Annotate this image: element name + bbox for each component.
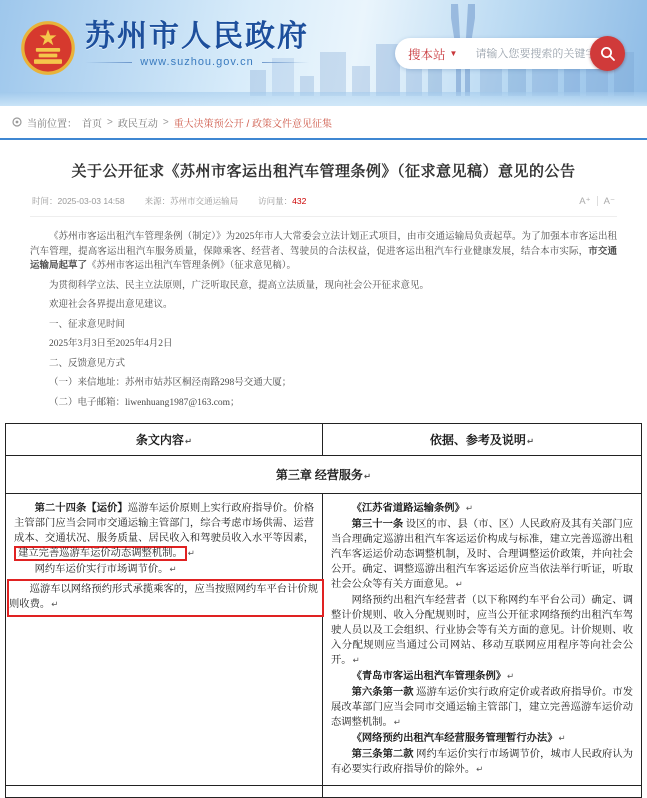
- breadcrumb-separator: >: [162, 116, 169, 128]
- provision-text: 巡游车运价原则上实行政府指导价。价格主管部门应当会同市交通运输主管部门，综合考虑市场供需、运营成本、交通状况、服务质量、居民收入和驾驶员收入水平等因素，: [14, 503, 315, 544]
- paragraph: 一、征求意见时间: [49, 319, 126, 330]
- reference-text: 网络预约出租汽车经营者（以下称网约车平台公司）确定、调整计价规则、收入分配规则时，应当公开征求网络预约出租汽车驾驶人员以及工会组织、行业协会等有关方面的意见。计价规则、收入分配规则应当通过公司网站、移动互联网应用程序等向社会公开。: [331, 595, 633, 666]
- location-icon: [12, 117, 22, 127]
- breadcrumb-home[interactable]: 首页: [82, 118, 102, 130]
- reference-title-text: 《江苏省道路运输条例》: [351, 503, 465, 514]
- return-mark: ↵: [393, 718, 401, 728]
- reference-title: [331, 501, 633, 517]
- breadcrumb: [0, 106, 647, 138]
- search-scope-label: 搜本站: [408, 47, 446, 62]
- reference-text: 巡游车运价实行政府定价或者政府指导价。市发展改革部门应当会同市交通运输主管部门，建立完善巡游车运价动态调整机制。: [331, 687, 634, 728]
- article: [0, 160, 647, 410]
- header-text: 条文内容: [135, 433, 184, 447]
- reference-paragraph: [331, 747, 633, 778]
- reference-lead: 第三条第二款: [351, 749, 414, 760]
- views-label: 访问量：: [258, 196, 293, 206]
- site-banner: [0, 0, 647, 106]
- breadcrumb-current[interactable]: 重大决策预公开 / 政策文件意见征集: [173, 118, 333, 130]
- url-rule-right: [262, 62, 309, 63]
- section-title: 第三章 经营服务: [275, 468, 363, 482]
- return-mark: ↵: [465, 504, 473, 514]
- article-body: [30, 230, 617, 410]
- url-rule-left: [85, 62, 132, 63]
- search-scope-dropdown[interactable]: [408, 45, 457, 63]
- search-input[interactable]: [475, 48, 605, 60]
- paragraph-text: 《苏州市客运出租汽车管理条例（制定）》为2025年市人大常委会立法计划正式项目，由市交通运输局负责起草。为了加强本市客运出租汽车管理，提高客运出租汽车服务质量，保障乘客、经营者、驾驶员的合法权益，促进客运出租汽车行业健康发展，结合本市实际，: [30, 232, 617, 257]
- return-mark: ↵: [51, 600, 59, 610]
- views-value: 432: [292, 196, 307, 206]
- site-search: [395, 38, 623, 69]
- table-row: [6, 786, 642, 798]
- return-mark: ↵: [507, 672, 515, 682]
- reference-paragraph: [331, 517, 633, 593]
- reference-title-text: 《青岛市客运出租汽车管理条例》: [351, 671, 507, 682]
- header-divider: [0, 138, 647, 140]
- article-meta: [30, 195, 617, 217]
- basis-cell: [323, 494, 642, 786]
- water-decoration: [0, 92, 647, 106]
- reference-title: [331, 669, 633, 685]
- reference-title: [331, 731, 633, 747]
- search-icon: [600, 46, 616, 62]
- reference-text: 设区的市、县（市、区）人民政府及其有关部门应当合理确定巡游出租汽车客运运价构成与标准，建立完善巡游出租汽车客运运价动态调整机制，及时、合理调整运价政策，并向社会公开。确定、调整巡游出租汽车客运运价应当依法举行听证，听取社会公众等有关方面意见。: [331, 519, 634, 590]
- chevron-down-icon: ▼: [449, 49, 458, 58]
- reference-lead: 第三十一条: [351, 519, 404, 530]
- paragraph: 欢迎社会各界提出意见建议。: [49, 300, 173, 310]
- reference-paragraph: [331, 685, 633, 731]
- return-mark: ↵: [169, 565, 177, 575]
- views-counter: [258, 195, 306, 207]
- paragraph: 为贯彻科学立法、民主立法原则，广泛听取民意，提高立法质量，现向社会公开征求意见。: [49, 280, 430, 291]
- provision-lead: 第二十四条【运价】: [34, 503, 128, 514]
- paragraph: 二、反馈意见方式: [49, 358, 126, 369]
- provision-cell: [6, 786, 323, 798]
- font-ctrl-divider: [597, 196, 598, 206]
- skyline-building: [320, 52, 346, 96]
- reference-text: 网约车运价实行市场调节价，城市人民政府认为有必要实行政府指导价的除外。: [331, 749, 634, 775]
- reference-lead: 第六条第一款: [351, 687, 414, 698]
- font-larger-button[interactable]: A⁺: [579, 195, 591, 207]
- site-title: 苏州市人民政府: [85, 20, 309, 53]
- return-mark: ↵: [184, 437, 193, 447]
- page-title: 关于公开征求《苏州市客运出租汽车管理条例》（征求意见稿）意见的公告: [71, 163, 576, 180]
- return-mark: ↵: [558, 734, 566, 744]
- font-size-controls: [579, 196, 615, 207]
- paragraph: [30, 230, 617, 274]
- return-mark: ↵: [363, 472, 372, 482]
- return-mark: ↵: [455, 580, 463, 590]
- national-emblem-icon: [20, 20, 76, 76]
- return-mark: ↵: [526, 437, 535, 447]
- provision-text: 巡游车以网络预约形式承揽乘客的，应当按照网约车平台计价规则收费。: [9, 584, 318, 610]
- return-mark: ↵: [476, 765, 484, 775]
- table-header-basis: [323, 424, 642, 456]
- header-text: 依据、参考及说明: [429, 433, 526, 447]
- provision-paragraph: [14, 562, 314, 578]
- paragraph: （一）来信地址：苏州市姑苏区桐泾南路298号交通大厦；: [49, 378, 292, 388]
- provision-text: 网约车运价实行市场调节价。: [34, 564, 169, 575]
- return-mark: ↵: [352, 656, 360, 666]
- article-source: 来源：苏州市交通运输局: [144, 196, 239, 206]
- reference-paragraph: [331, 593, 633, 669]
- font-smaller-button[interactable]: A⁻: [603, 195, 615, 207]
- provision-cell: [6, 494, 323, 786]
- paragraph-text: 《苏州市客运出租汽车管理条例》（征求意见稿）。: [87, 261, 297, 271]
- site-url: www.suzhou.gov.cn: [140, 56, 254, 68]
- site-logo[interactable]: [20, 20, 309, 76]
- table-section-row: [6, 456, 642, 494]
- breadcrumb-level2[interactable]: 政民互动: [117, 118, 158, 130]
- search-button[interactable]: [590, 36, 625, 71]
- reference-title-text: 《网络预约出租汽车经营服务管理暂行办法》: [351, 733, 558, 744]
- return-mark: ↵: [187, 549, 195, 559]
- provision-paragraph: [14, 501, 314, 562]
- paragraph: 2025年3月3日至2025年4月2日: [49, 339, 173, 349]
- publish-time: 时间：2025-03-03 14:58: [32, 196, 125, 206]
- breadcrumb-separator: >: [107, 116, 113, 128]
- breadcrumb-label: 当前位置：: [27, 118, 77, 130]
- basis-cell: [323, 786, 642, 798]
- table-header-provision: [6, 424, 323, 456]
- highlighted-phrase: 建立完善巡游车运价动态调整机制。: [14, 546, 187, 561]
- paragraph: （二）电子邮箱：liwenhuang1987@163.com；: [49, 397, 240, 408]
- highlighted-paragraph-box: [7, 579, 324, 617]
- paragraph-bold-text: 市交通运输局起草了: [30, 246, 617, 271]
- regulation-comparison-table: [5, 423, 642, 798]
